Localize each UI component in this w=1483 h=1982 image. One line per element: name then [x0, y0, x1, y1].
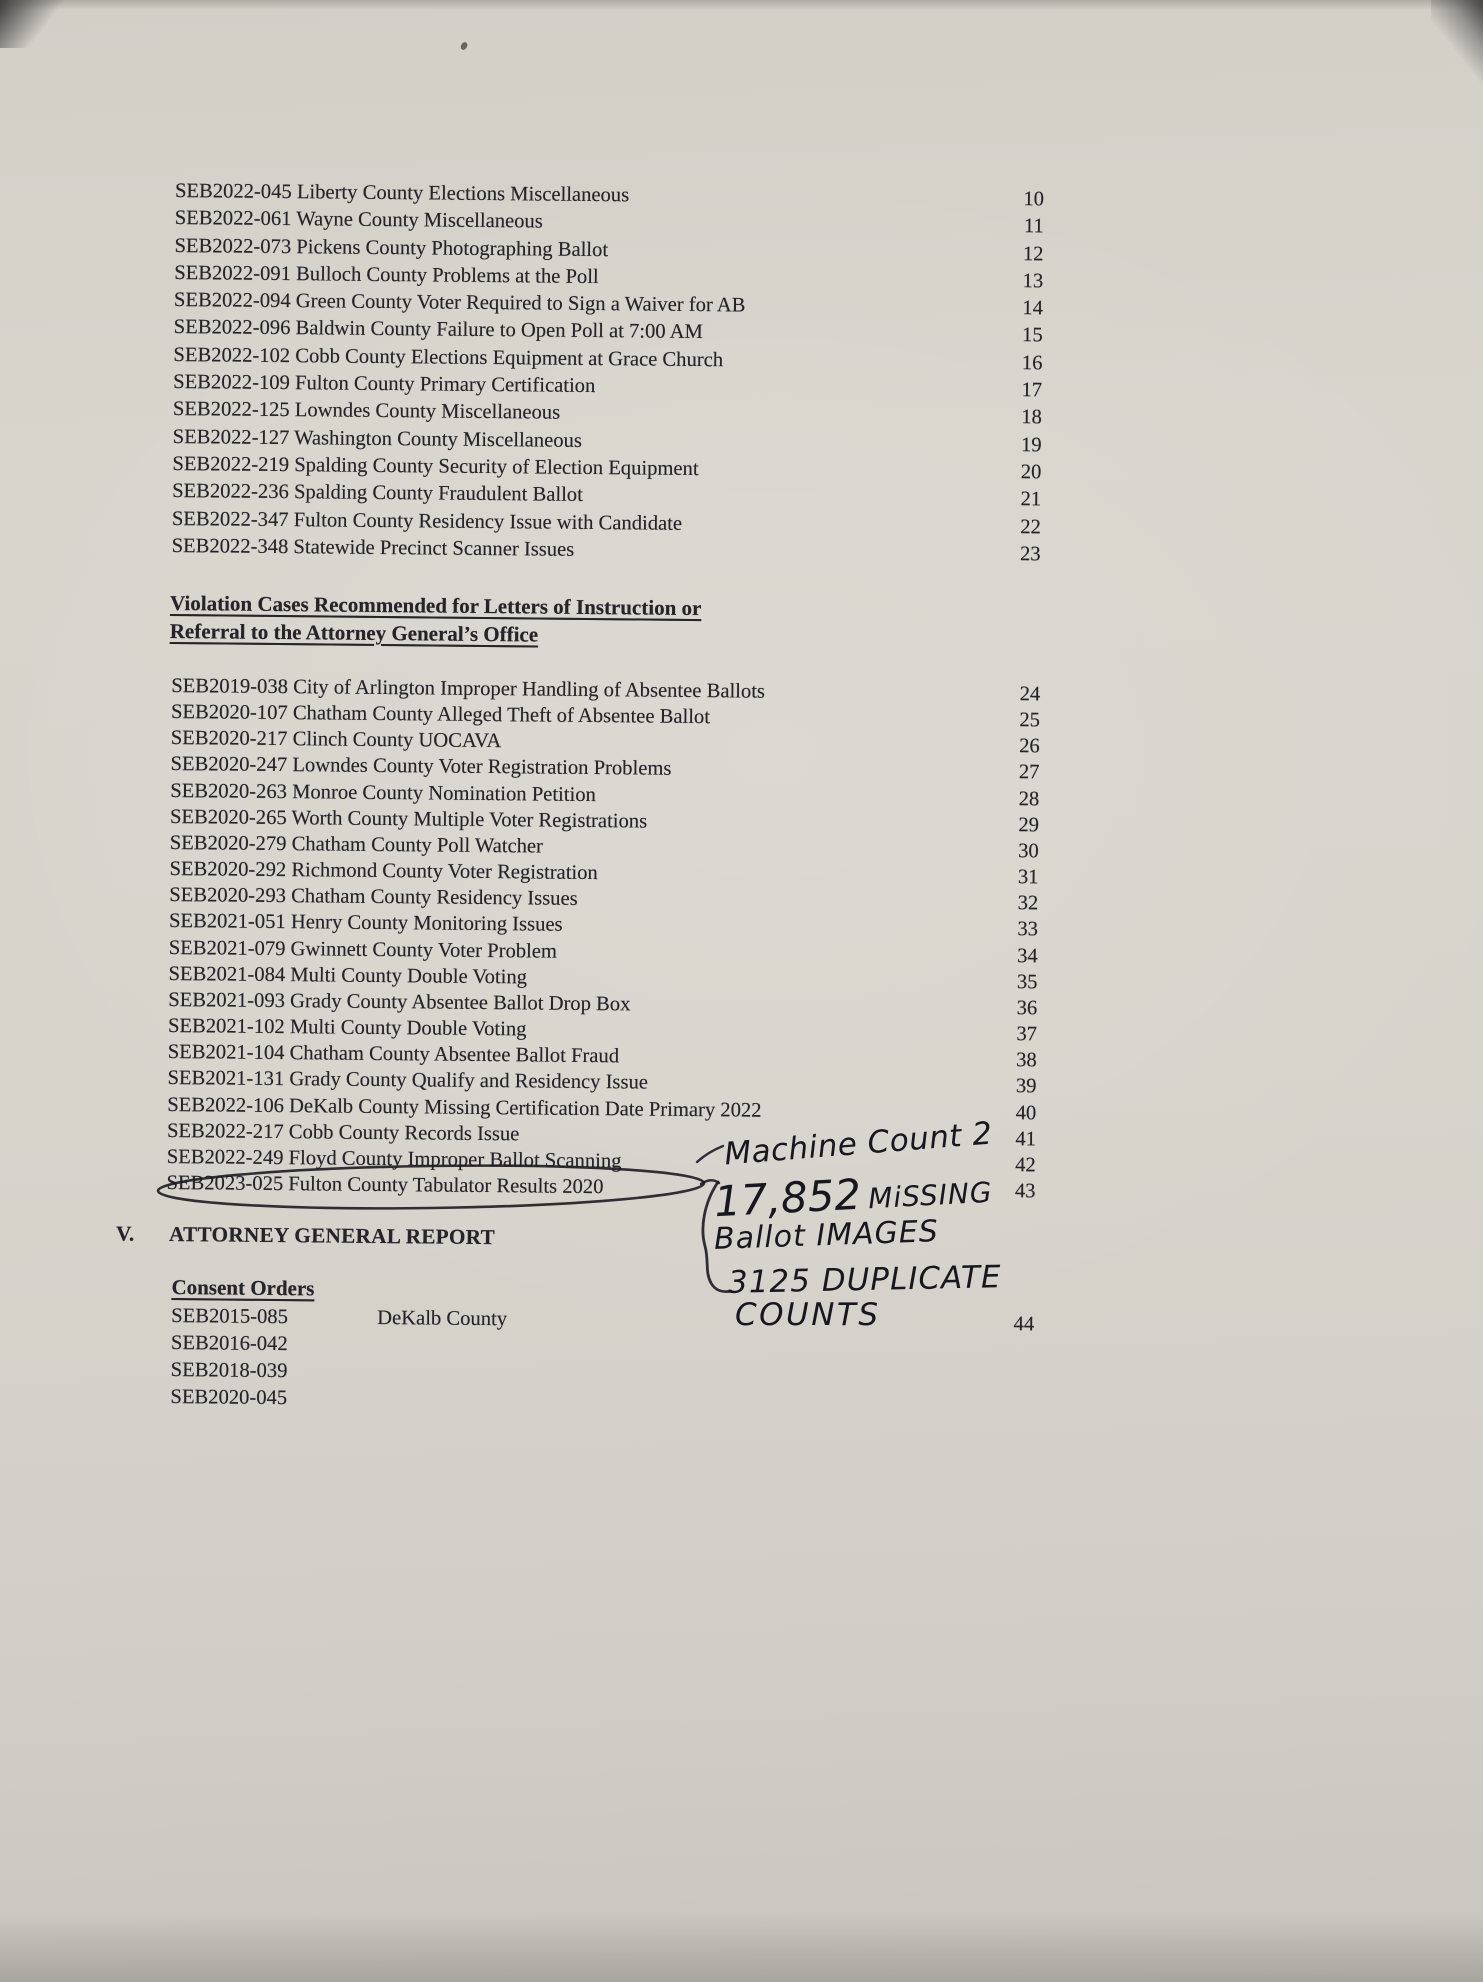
page-number: 26: [1019, 735, 1040, 758]
case-text: SEB2022-219 Spalding County Security of Election Equipment: [172, 452, 699, 481]
page-number: 33: [1017, 918, 1039, 941]
consent-case-number: SEB2015-085: [171, 1305, 289, 1329]
handwritten-note-counts: COUNTS: [735, 1297, 881, 1333]
page-number: 31: [1017, 866, 1039, 889]
case-text: SEB2022-348 Statewide Precinct Scanner Issues: [171, 534, 575, 561]
page-number: 11: [1023, 215, 1044, 238]
violation-heading-line1: Violation Cases Recommended for Letters of Instruction or: [169, 590, 702, 621]
case-text: SEB2020-263 Monroe County Nomination Petition: [170, 779, 596, 806]
page-number: 29: [1018, 813, 1040, 837]
page-number: 40: [1015, 1101, 1037, 1124]
page-number: 27: [1018, 761, 1040, 784]
page-number: 41: [1015, 1127, 1037, 1150]
case-text: SEB2022-109 Fulton County Primary Certification: [173, 371, 596, 398]
case-text: SEB2022-073 Pickens County Photographing Ballot: [174, 234, 609, 261]
case-text: SEB2021-093 Grady County Absentee Ballot Drop Box: [168, 988, 631, 1016]
case-text: SEB2022-125 Lowndes County Miscellaneous: [172, 398, 561, 425]
case-text: SEB2021-131 Grady County Qualify and Residency Issue: [167, 1067, 649, 1094]
handwritten-word-missing: MiSSING: [867, 1175, 994, 1216]
page-number: 43: [1014, 1180, 1036, 1203]
case-text: SEB2020-247 Lowndes County Voter Registration Problems: [170, 753, 672, 781]
page-number: 36: [1016, 996, 1038, 1020]
page-number: 25: [1019, 709, 1041, 732]
case-text: SEB2021-102 Multi County Double Voting: [167, 1015, 527, 1041]
page-number: 24: [1019, 683, 1041, 706]
page-number: 30: [1018, 840, 1039, 863]
page-number: 37: [1016, 1023, 1038, 1046]
page-number: 21: [1020, 488, 1042, 511]
consent-county-name: [377, 1351, 1022, 1357]
toc-section-2-list: [166, 673, 1040, 1204]
handwritten-number-17852: 17,852: [712, 1169, 863, 1227]
case-text: SEB2022-127 Washington County Miscellaneous: [172, 425, 583, 452]
section-v-title: ATTORNEY GENERAL REPORT: [168, 1221, 496, 1250]
case-text: SEB2022-091 Bulloch County Problems at the Poll: [174, 261, 599, 288]
page-number: 32: [1017, 892, 1039, 915]
case-text: SEB2020-279 Chatham County Poll Watcher: [169, 831, 544, 858]
page-number: 12: [1022, 242, 1044, 265]
case-text: SEB2022-094 Green County Voter Required to Sign a Waiver for AB: [173, 289, 746, 317]
page-number: 10: [1023, 188, 1045, 211]
case-text: SEB2021-051 Henry County Monitoring Issues: [168, 910, 563, 937]
case-text: SEB2022-102 Cobb County Elections Equipment at Grace Church: [173, 343, 724, 372]
page-number: 15: [1021, 324, 1043, 347]
case-text: SEB2020-292 Richmond County Voter Registration: [169, 858, 598, 885]
consent-orders-block: [170, 1273, 1034, 1420]
case-text: SEB2022-347 Fulton County Residency Issue with Candidate: [171, 507, 683, 535]
case-text: SEB2021-079 Gwinnett County Voter Problem: [168, 936, 558, 963]
consent-county-name: DeKalb County: [377, 1306, 508, 1331]
case-text: SEB2022-249 Floyd County Improper Ballot Scanning: [166, 1145, 622, 1173]
case-text: SEB2019-038 City of Arlington Improper Handling of Absentee Ballots: [171, 674, 766, 703]
case-text: SEB2021-084 Multi County Double Voting: [168, 962, 528, 989]
scan-edge-shadow-bottom: [0, 1912, 1483, 1982]
case-text: SEB2022-061 Wayne County Miscellaneous: [174, 207, 543, 233]
handwritten-note-duplicate: 3125 DUPLICATE: [727, 1259, 1002, 1301]
case-text: SEB2022-106 DeKalb County Missing Certification Date Primary 2022: [167, 1093, 762, 1122]
case-text: SEB2022-096 Baldwin County Failure to Open Poll at 7:00 AM: [173, 316, 703, 344]
page-number: 28: [1018, 787, 1040, 810]
page-number: 14: [1022, 297, 1044, 320]
violation-heading-line2: Referral to the Attorney General’s Office: [169, 618, 539, 647]
case-text: SEB2020-265 Worth County Multiple Voter Registrations: [169, 805, 648, 833]
consent-orders-heading: Consent Orders: [171, 1275, 315, 1301]
consent-case-number: SEB2018-039: [170, 1359, 288, 1383]
handwritten-note-ballot-images: Ballot IMAGES: [713, 1214, 940, 1257]
page-number: 16: [1021, 351, 1043, 375]
case-text: SEB2022-045 Liberty County Elections Miscellaneous: [174, 180, 630, 207]
toc-section-1-list: [171, 178, 1044, 568]
consent-county-name: [376, 1405, 1021, 1411]
page-number: 18: [1021, 406, 1043, 429]
consent-case-number: SEB2020-045: [170, 1386, 288, 1410]
page-number: 44: [1013, 1313, 1035, 1336]
handwritten-note-machine-count: Machine Count 2: [723, 1115, 994, 1173]
consent-case-number: SEB2016-042: [170, 1332, 288, 1356]
case-text: SEB2021-104 Chatham County Absentee Ballot Fraud: [167, 1041, 620, 1068]
page-number: 38: [1016, 1049, 1037, 1072]
scan-edge-shadow-top: [0, 0, 1483, 10]
case-text: SEB2020-217 Clinch County UOCAVA: [170, 727, 502, 753]
section-v-numeral: V.: [115, 1221, 135, 1246]
case-text: SEB2020-107 Chatham County Alleged Theft of Absentee Ballot: [170, 701, 711, 729]
page-number: 13: [1022, 270, 1044, 293]
violation-cases-heading: [170, 590, 930, 652]
consent-county-name: [377, 1378, 1022, 1384]
consent-orders-list: [170, 1303, 1034, 1420]
case-text: SEB2020-293 Chatham County Residency Issues: [169, 884, 578, 911]
case-text: SEB2022-217 Cobb County Records Issue: [166, 1119, 520, 1146]
page-number: 39: [1015, 1075, 1037, 1098]
page-number: 34: [1017, 944, 1038, 967]
page-number: 17: [1021, 379, 1043, 402]
page-number: 42: [1015, 1153, 1036, 1177]
scan-corner-shadow-top-right: [1431, 0, 1483, 84]
case-text: SEB2023-025 Fulton County Tabulator Results 2020: [166, 1171, 604, 1199]
page-number: 23: [1019, 542, 1041, 566]
page-number: 20: [1020, 461, 1042, 484]
page-number: 19: [1020, 433, 1042, 457]
case-text: SEB2022-236 Spalding County Fraudulent Ballot: [172, 480, 583, 507]
page-number: 22: [1020, 515, 1041, 538]
page-number: 35: [1016, 970, 1038, 994]
